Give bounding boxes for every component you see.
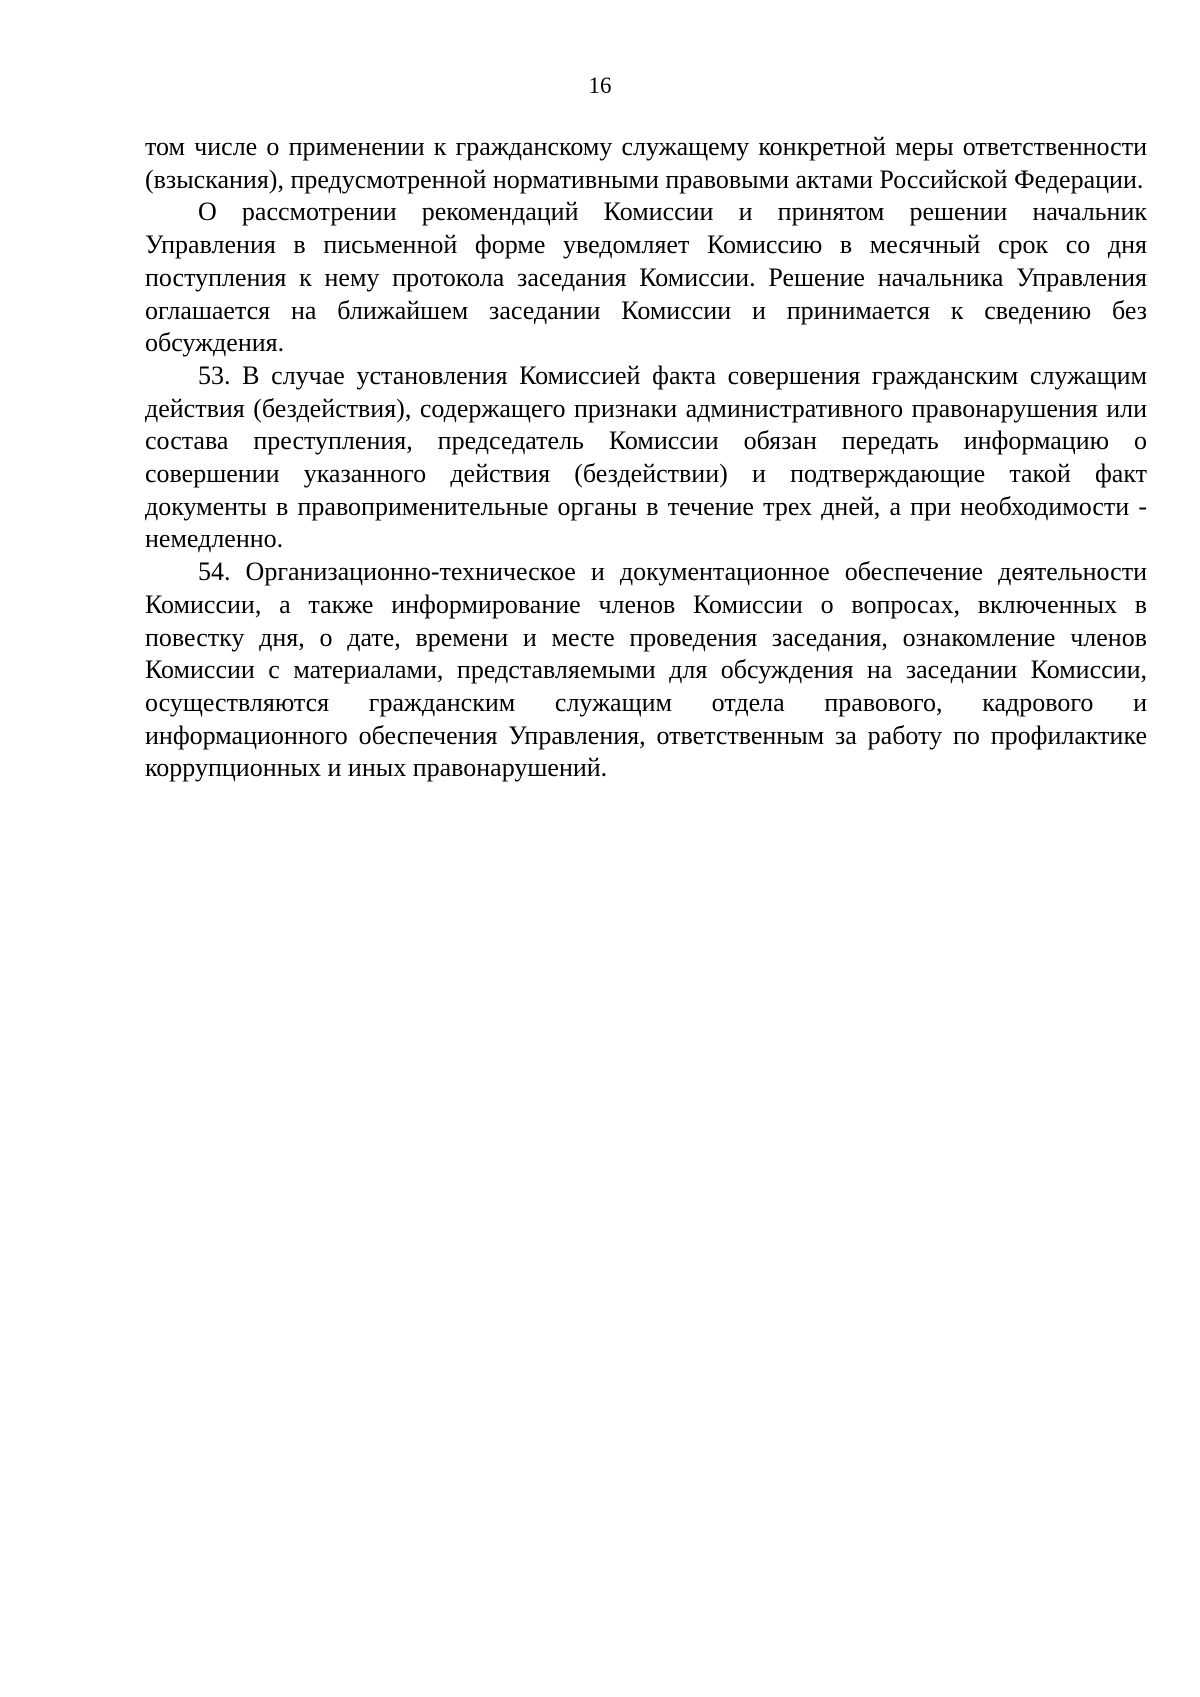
paragraph-54: 54. Организационно-техническое и документационное обеспечение деятельности Комиссии, а также информирование членов Комиссии о вопросах, включенных в повестку дня, о дате, времени и месте проведения заседания, ознакомление членов Комиссии с материалами, представляемыми для обсуждения на заседании Комиссии, осуществляются гражданским служащим отдела правового, кадрового и информационного обеспечения Управления, ответственным за работу по профилактике коррупционных и иных правонарушений. — [145, 557, 1147, 783]
paragraph-commission-recommendations: О рассмотрении рекомендаций Комиссии и принятом решении начальник Управления в письменной форме уведомляет Комиссию в месячный срок со дня поступления к нему протокола заседания Комиссии. Решение начальника Управления оглашается на ближайшем заседании Комиссии и принимается к сведению без обсуждения. — [145, 197, 1147, 358]
document-body — [145, 131, 1147, 785]
paragraph-continuation: том числе о применении к гражданскому служащему конкретной меры ответственности (взыскания), предусмотренной нормативными правовыми актами Российской Федерации. — [145, 132, 1147, 194]
paragraph-53: 53. В случае установления Комиссией факта совершения гражданским служащим действия (бездействия), содержащего признаки административного правонарушения или состава преступления, председатель Комиссии обязан передать информацию о совершении указанного действия (бездействии) и подтверждающие такой факт документы в правоприменительные органы в течение трех дней, а при необходимости - немедленно. — [145, 360, 1147, 554]
page-number: 16 — [588, 73, 612, 98]
